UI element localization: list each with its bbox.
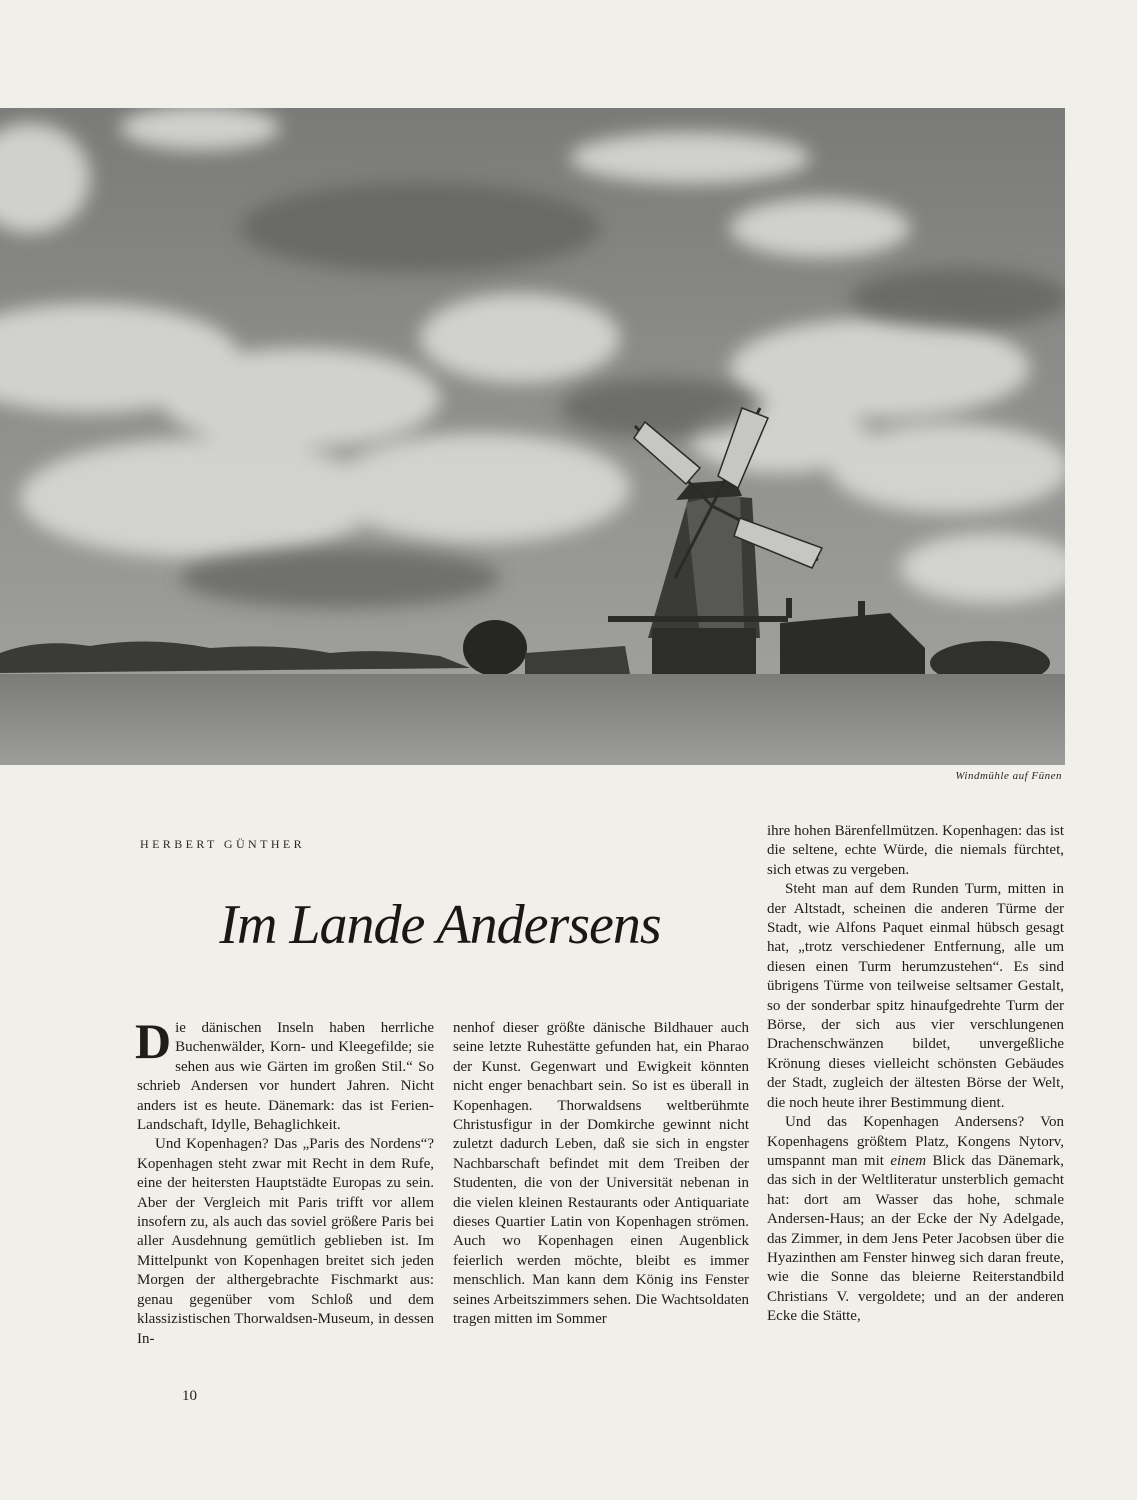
paragraph-text: ie dänischen Inseln haben herrliche Buchenwälder, Korn- und Kleegefilde; sie sehen aus wie Gärten im großen Stil.“ So schrieb Andersen vor hundert Jahren. Nicht anders ist es heute. Dänemark: das ist Ferien-Landschaft, Idylle, Behaglichkeit.	[137, 1020, 434, 1134]
paragraph	[135, 1013, 434, 1135]
paragraph: Und Kopenhagen? Das „Paris des Nordens“? Kopenhagen steht zwar mit Recht in dem Rufe, eine der heitersten Hauptstädte Europas zu sein. Aber der Vergleich mit Paris trifft vor allem insofern zu, als auch das soviel größere Paris bei aller Ausdehnung gemütlich geblieben ist. Im Mittelpunkt von Kopenhagen breitet sich jeden Morgen der althergebrachte Fischmarkt aus: genau gegenüber vom Schloß und dem klassizistischen Thorwaldsen-Museum, in dessen In-	[137, 1136, 434, 1347]
paragraph-text: Und das Kopenhagen Andersens? Von Kopenhagens größtem Platz, Kongens Nytorv, umspannt man mit	[767, 1114, 1064, 1169]
windmill-photo	[0, 108, 1065, 765]
drop-cap: D	[135, 1013, 172, 1069]
paragraph: Steht man auf dem Runden Turm, mitten in der Altstadt, scheinen die anderen Türme der Stadt, wie Alfons Paquet einmal hübsch gesagt hat, „trotz verschiedener Entfernung, alle um diesen einen Turm herumzustehen“. Es sind übrigens Türme von teilweise seltsamer Gestalt, so der sonderbar spitz hinaufgedrehte Turm der Börse, der sich aus vier verschlungenen Drachenschwänzen bildet, unvergeßliche Krönung dieses vielleicht schönsten Gebäudes der Stadt, zugleich der ältesten Börse der Welt, die noch heute ihrer Bestimmung dient.	[767, 881, 1064, 1111]
text-column-2	[453, 1019, 749, 1330]
emphasis: einem	[890, 1152, 927, 1169]
paragraph	[767, 1113, 1064, 1326]
author-name: HERBERT GÜNTHER	[140, 837, 306, 851]
article-title: Im Lande Andersens	[219, 894, 661, 956]
text-column-1	[135, 1013, 434, 1349]
photo-caption: Windmühle auf Fünen	[955, 770, 1062, 782]
paragraph-text: Blick das Dänemark, das sich in der Weltliteratur unsterblich gemacht hat: dort am Wasser das hohe, schmale Andersen-Haus; an der Ecke der Ny Adelgade, das Zimmer, in dem Jens Peter Jacobsen über die Hyazinthen am Fenster hinweg sich daran freute, wie die Sonne das bleierne Reiterstandbild Christians V. vergoldete; und an der anderen Ecke die Stätte,	[767, 1152, 1064, 1325]
page-number: 10	[182, 1388, 197, 1404]
paragraph: nenhof dieser größte dänische Bildhauer auch seine letzte Ruhestätte gefunden hat, ein Pharao der Kunst. Gegenwart und Ewigkeit könnten nicht enger benachbart sein. So ist es überall in Kopenhagen. Thorwaldsens weltberühmte Christusfigur in der Domkirche gewinnt nicht zuletzt dadurch Leben, daß sie sich in engster Nachbarschaft befindet mit dem Treiben der Studenten, die von der Universität nebenan in die vielen kleinen Restaurants oder Antiquariate dieses Quartier Latin von Kopenhagen strömen. Auch wo Kopenhagen einen Augenblick feierlich werden möchte, bleibt es immer menschlich. Man kann dem König ins Fenster seines Arbeitszimmers sehen. Die Wachtsoldaten tragen mitten im Sommer	[453, 1020, 749, 1328]
text-column-3	[767, 822, 1064, 1327]
paragraph: ihre hohen Bärenfellmützen. Kopenhagen: das ist die seltene, echte Würde, die niemals fürchtet, sich etwas zu vergeben.	[767, 823, 1064, 878]
